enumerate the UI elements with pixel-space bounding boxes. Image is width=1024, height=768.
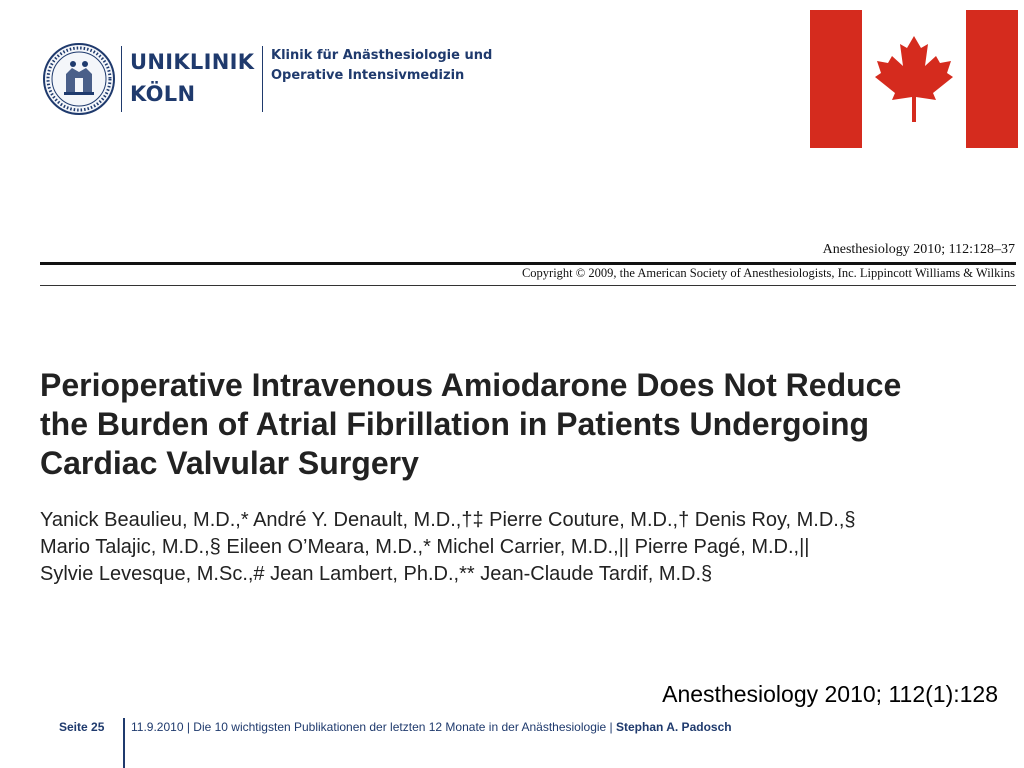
journal-reference: Anesthesiology 2010; 112:128–37 bbox=[822, 242, 1015, 257]
author-line: Sylvie Levesque, M.Sc.,# Jean Lambert, Ph.D.,** Jean-Claude Tardif, M.D.§ bbox=[40, 563, 713, 585]
university-seal-icon bbox=[42, 42, 116, 116]
title-line: Cardiac Valvular Surgery bbox=[40, 445, 419, 481]
citation: Anesthesiology 2010; 112(1):128 bbox=[662, 681, 998, 707]
footer-author: Stephan A. Padosch bbox=[616, 720, 732, 734]
copyright-rule bbox=[40, 285, 1016, 286]
uniklinik-koeln-logo bbox=[121, 46, 254, 112]
department-line-2: Operative Intensivmedizin bbox=[271, 68, 465, 83]
author-line: Yanick Beaulieu, M.D.,* André Y. Denault, M.D.,†‡ Pierre Couture, M.D.,† Denis Roy, M.D.,§ bbox=[40, 509, 856, 531]
title-line: Perioperative Intravenous Amiodarone Does Not Reduce bbox=[40, 367, 902, 403]
footer-info bbox=[131, 720, 732, 734]
author-line: Mario Talajic, M.D.,§ Eileen O’Meara, M.D.,* Michel Carrier, M.D.,|| Pierre Pagé, M.D.,|| bbox=[40, 536, 810, 558]
footer-divider bbox=[123, 718, 125, 768]
brand-line-1: UNIKLINIK bbox=[130, 50, 255, 74]
footer-description: 11.9.2010 | Die 10 wichtigsten Publikationen der letzten 12 Monate in der Anästhesiologie | bbox=[131, 720, 616, 734]
brand-line-2: KÖLN bbox=[130, 82, 196, 106]
author-list bbox=[40, 507, 1020, 588]
department-line-1: Klinik für Anästhesiologie und bbox=[271, 48, 493, 63]
header-rule bbox=[40, 262, 1016, 265]
title-line: the Burden of Atrial Fibrillation in Patients Undergoing bbox=[40, 406, 870, 442]
copyright-notice: Copyright © 2009, the American Society of Anesthesiologists, Inc. Lippincott Williams & Wilkins bbox=[521, 266, 1015, 280]
paper-title bbox=[40, 366, 1020, 483]
canadian-flag-icon bbox=[810, 10, 1018, 148]
department-name bbox=[262, 46, 492, 112]
page-number: Seite 25 bbox=[59, 720, 105, 734]
